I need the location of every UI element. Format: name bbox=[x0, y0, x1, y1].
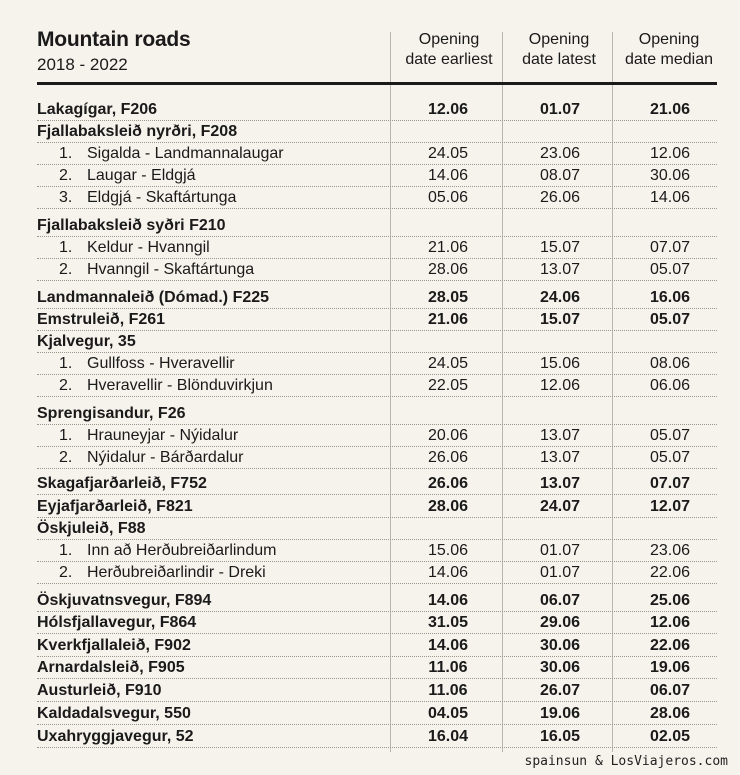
row-name: Lakagígar, F206 bbox=[37, 101, 158, 118]
table-row bbox=[37, 635, 717, 657]
row-number: 3. bbox=[59, 189, 73, 206]
table-row bbox=[37, 309, 717, 331]
cell-median: 21.06 bbox=[649, 101, 691, 118]
table-row bbox=[37, 726, 717, 748]
table-row bbox=[37, 143, 717, 165]
cell-latest: 24.07 bbox=[539, 498, 581, 515]
row-number: 1. bbox=[59, 427, 73, 444]
column-divider bbox=[390, 32, 391, 82]
cell-median: 14.06 bbox=[649, 189, 691, 206]
row-separator bbox=[37, 280, 717, 281]
column-header-latest-line2: date latest bbox=[522, 51, 596, 68]
row-number: 1. bbox=[59, 355, 73, 372]
cell-median: 23.06 bbox=[649, 542, 691, 559]
table-row bbox=[37, 590, 717, 612]
column-divider bbox=[502, 32, 503, 82]
row-number: 2. bbox=[59, 564, 73, 581]
cell-earliest: 04.05 bbox=[427, 705, 469, 722]
cell-median: 12.06 bbox=[649, 145, 691, 162]
row-name: Fjallabaksleið nyrðri, F208 bbox=[37, 123, 238, 140]
column-header-median-line1: Opening bbox=[638, 31, 700, 48]
cell-earliest: 31.05 bbox=[427, 614, 469, 631]
table-row bbox=[37, 165, 717, 187]
cell-earliest: 24.05 bbox=[427, 355, 469, 372]
cell-median: 12.07 bbox=[649, 498, 691, 515]
row-number: 2. bbox=[59, 167, 73, 184]
cell-median: 07.07 bbox=[649, 475, 691, 492]
row-number: 2. bbox=[59, 449, 73, 466]
row-name: Herðubreiðarlindir - Dreki bbox=[87, 564, 266, 581]
cell-latest: 26.07 bbox=[539, 682, 581, 699]
row-name: Nýidalur - Bárðardalur bbox=[87, 449, 244, 466]
row-name: Skagafjarðarleið, F752 bbox=[37, 475, 207, 492]
cell-median: 08.06 bbox=[649, 355, 691, 372]
cell-median: 28.06 bbox=[649, 705, 691, 722]
row-name: Gullfoss - Hveravellir bbox=[87, 355, 235, 372]
column-header-median bbox=[614, 30, 724, 70]
row-separator bbox=[37, 701, 717, 702]
table-row bbox=[37, 496, 717, 518]
table-row bbox=[37, 187, 717, 209]
cell-latest: 01.07 bbox=[539, 564, 581, 581]
cell-median: 02.05 bbox=[649, 728, 691, 745]
row-number: 1. bbox=[59, 542, 73, 559]
row-name: Keldur - Hvanngil bbox=[87, 239, 210, 256]
cell-median: 05.07 bbox=[649, 261, 691, 278]
row-name: Hólsfjallavegur, F864 bbox=[37, 614, 197, 631]
table-row bbox=[37, 703, 717, 725]
table-row bbox=[37, 562, 717, 584]
table-row bbox=[37, 403, 717, 425]
row-name: Eyjafjarðarleið, F821 bbox=[37, 498, 193, 515]
cell-earliest: 24.05 bbox=[427, 145, 469, 162]
column-header-earliest bbox=[393, 30, 505, 70]
row-name: Kaldadalsvegur, 550 bbox=[37, 705, 191, 722]
row-number: 2. bbox=[59, 261, 73, 278]
table-title: Mountain roads bbox=[37, 28, 191, 51]
column-header-earliest-line1: Opening bbox=[418, 31, 480, 48]
cell-median: 05.07 bbox=[649, 427, 691, 444]
cell-latest: 30.06 bbox=[539, 637, 581, 654]
cell-latest: 13.07 bbox=[539, 475, 581, 492]
row-name: Eldgjá - Skaftártunga bbox=[87, 189, 237, 206]
row-name: Arnardalsleið, F905 bbox=[37, 659, 185, 676]
table-row bbox=[37, 99, 717, 121]
cell-latest: 29.06 bbox=[539, 614, 581, 631]
row-separator bbox=[37, 208, 717, 209]
row-separator bbox=[37, 678, 717, 679]
row-name: Fjallabaksleið syðri F210 bbox=[37, 217, 226, 234]
column-header-earliest-line2: date earliest bbox=[405, 51, 493, 68]
table-row bbox=[37, 680, 717, 702]
cell-median: 05.07 bbox=[649, 311, 691, 328]
header-rule bbox=[37, 82, 717, 85]
row-name: Inn að Herðubreiðarlindum bbox=[87, 542, 277, 559]
cell-earliest: 12.06 bbox=[427, 101, 469, 118]
row-separator bbox=[37, 633, 717, 634]
row-name: Laugar - Eldgjá bbox=[87, 167, 196, 184]
table-row bbox=[37, 121, 717, 143]
cell-latest: 26.06 bbox=[539, 189, 581, 206]
cell-earliest: 20.06 bbox=[427, 427, 469, 444]
cell-earliest: 21.06 bbox=[427, 239, 469, 256]
cell-earliest: 16.04 bbox=[427, 728, 469, 745]
cell-median: 30.06 bbox=[649, 167, 691, 184]
row-name: Sprengisandur, F26 bbox=[37, 405, 186, 422]
cell-latest: 15.07 bbox=[539, 311, 581, 328]
row-separator bbox=[37, 747, 717, 748]
cell-latest: 24.06 bbox=[539, 289, 581, 306]
cell-latest: 16.05 bbox=[539, 728, 581, 745]
row-name: Landmannaleið (Dómad.) F225 bbox=[37, 289, 270, 306]
cell-latest: 19.06 bbox=[539, 705, 581, 722]
row-name: Öskjuleið, F88 bbox=[37, 520, 146, 537]
cell-earliest: 14.06 bbox=[427, 167, 469, 184]
row-name: Hrauneyjar - Nýidalur bbox=[87, 427, 239, 444]
cell-earliest: 05.06 bbox=[427, 189, 469, 206]
row-number: 2. bbox=[59, 377, 73, 394]
table-row bbox=[37, 259, 717, 281]
row-name: Hvanngil - Skaftártunga bbox=[87, 261, 255, 278]
cell-earliest: 22.05 bbox=[427, 377, 469, 394]
cell-median: 22.06 bbox=[649, 637, 691, 654]
table-row bbox=[37, 331, 717, 353]
row-name: Sigalda - Landmannalaugar bbox=[87, 145, 284, 162]
cell-latest: 06.07 bbox=[539, 592, 581, 609]
cell-latest: 12.06 bbox=[539, 377, 581, 394]
row-number: 1. bbox=[59, 145, 73, 162]
row-name: Austurleið, F910 bbox=[37, 682, 162, 699]
credit-watermark: spainsun & LosViajeros.com bbox=[524, 754, 728, 769]
cell-median: 06.07 bbox=[649, 682, 691, 699]
row-number: 1. bbox=[59, 239, 73, 256]
table-row bbox=[37, 353, 717, 375]
row-separator bbox=[37, 724, 717, 725]
cell-median: 16.06 bbox=[649, 289, 691, 306]
cell-earliest: 11.06 bbox=[428, 682, 468, 699]
cell-latest: 15.06 bbox=[539, 355, 581, 372]
column-header-median-line2: date median bbox=[624, 51, 714, 68]
table-row bbox=[37, 473, 717, 495]
table-row bbox=[37, 657, 717, 679]
cell-earliest: 26.06 bbox=[427, 449, 469, 466]
table-row bbox=[37, 375, 717, 397]
table-row bbox=[37, 518, 717, 540]
row-name: Uxahryggjavegur, 52 bbox=[37, 728, 194, 745]
cell-median: 05.07 bbox=[649, 449, 691, 466]
table-row bbox=[37, 540, 717, 562]
cell-latest: 13.07 bbox=[539, 427, 581, 444]
table-row bbox=[37, 447, 717, 469]
cell-earliest: 14.06 bbox=[427, 592, 469, 609]
column-header-latest-line1: Opening bbox=[528, 31, 590, 48]
cell-earliest: 26.06 bbox=[427, 475, 469, 492]
column-divider bbox=[612, 32, 613, 82]
cell-median: 12.06 bbox=[649, 614, 691, 631]
cell-earliest: 28.06 bbox=[427, 261, 469, 278]
cell-earliest: 14.06 bbox=[427, 564, 469, 581]
cell-latest: 01.07 bbox=[539, 542, 581, 559]
cell-latest: 23.06 bbox=[539, 145, 581, 162]
table-row bbox=[37, 287, 717, 309]
row-separator bbox=[37, 494, 717, 495]
table-row bbox=[37, 237, 717, 259]
cell-earliest: 15.06 bbox=[427, 542, 469, 559]
cell-earliest: 28.05 bbox=[427, 289, 469, 306]
cell-latest: 13.07 bbox=[539, 261, 581, 278]
cell-earliest: 11.06 bbox=[428, 659, 468, 676]
table-subtitle: 2018 - 2022 bbox=[37, 55, 128, 74]
table-row bbox=[37, 612, 717, 634]
cell-latest: 01.07 bbox=[539, 101, 581, 118]
row-name: Kverkfjallaleið, F902 bbox=[37, 637, 191, 654]
cell-median: 25.06 bbox=[649, 592, 691, 609]
row-name: Öskjuvatnsvegur, F894 bbox=[37, 592, 212, 609]
row-name: Hveravellir - Blönduvirkjun bbox=[87, 377, 273, 394]
cell-median: 19.06 bbox=[649, 659, 691, 676]
row-name: Emstruleið, F261 bbox=[37, 311, 166, 328]
cell-latest: 30.06 bbox=[539, 659, 581, 676]
table-row bbox=[37, 425, 717, 447]
column-header-latest bbox=[506, 30, 612, 70]
cell-latest: 08.07 bbox=[539, 167, 581, 184]
table-row bbox=[37, 215, 717, 237]
cell-earliest: 28.06 bbox=[427, 498, 469, 515]
row-separator bbox=[37, 583, 717, 584]
cell-latest: 15.07 bbox=[539, 239, 581, 256]
row-separator bbox=[37, 396, 717, 397]
cell-median: 07.07 bbox=[649, 239, 691, 256]
row-name: Kjalvegur, 35 bbox=[37, 333, 136, 350]
cell-median: 22.06 bbox=[649, 564, 691, 581]
cell-latest: 13.07 bbox=[539, 449, 581, 466]
row-separator bbox=[37, 468, 717, 469]
cell-median: 06.06 bbox=[649, 377, 691, 394]
cell-earliest: 14.06 bbox=[427, 637, 469, 654]
cell-earliest: 21.06 bbox=[427, 311, 469, 328]
